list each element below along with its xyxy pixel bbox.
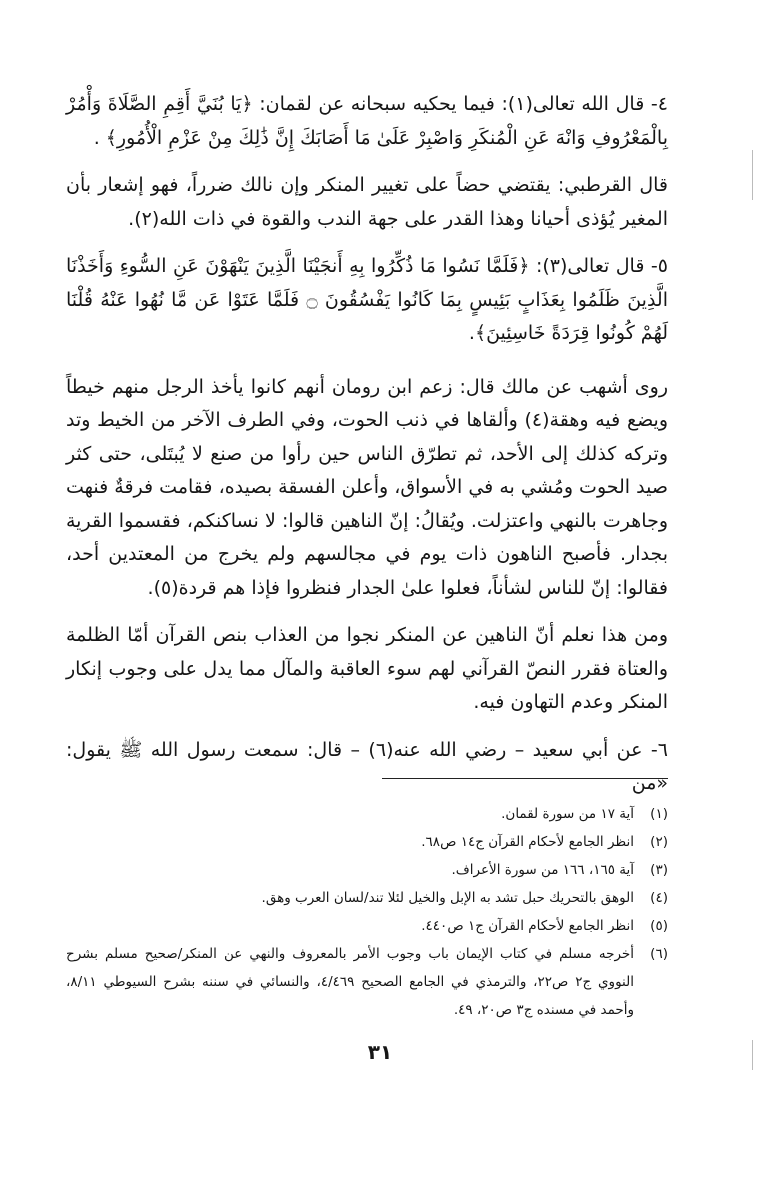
- footnote-4: [66, 884, 668, 912]
- scan-edge-mark: [752, 1040, 753, 1070]
- page-number: ٣١: [367, 1040, 393, 1064]
- paragraph-ashhab-narration: روى أشهب عن مالك قال: زعم ابن رومان أنهم كانوا يأخذ الرجل منهم خيطاً ويضع فيه وهقة(٤) وألقاها في ذنب الحوت، وفي الطرف الآخر من الخيط وتد وتركه كذلك إلى الأحد، ثم تطرّق الناس حين رأوا من صنع لا يُبتَلى، حتى كثر صيد الحوت ومُشي به في الأسواق، وأعلن الفسقة بصيده، فقامت فرقةٌ فنهت وجاهرت بالنهي واعتزلت. ويُقالُ: إنّ الناهين قالوا: لا نساكنكم، فقسموا القرية بجدار. فأصبح الناهون ذات يوم في مجالسهم ولم يخرج من المعتدين أحد، فقالوا: إنّ للناس لشأناً، فعلوا علىٰ الجدار فنظروا فإذا هم قردة(٥).: [66, 375, 669, 599]
- footnote-number: (٣): [650, 862, 668, 878]
- footnote-text: انظر الجامع لأحكام القرآن ج١٤ ص٦٨.: [421, 834, 634, 850]
- footnote-5: [66, 912, 668, 940]
- footnote-text: انظر الجامع لأحكام القرآن ج١ ص٤٤٠.: [421, 918, 634, 934]
- footnotes: [66, 800, 668, 1024]
- footnote-2: [66, 828, 668, 856]
- footnote-number: (٢): [650, 834, 668, 850]
- scan-edge-mark: [752, 150, 753, 200]
- footnote-text: أخرجه مسلم في كتاب الإيمان باب وجوب الأمر بالمعروف والنهي عن المنكر/صحيح مسلم بشرح النووي ج٢ ص٢٢، والترمذي في الجامع الصحيح ٤/٤٦٩، والنسائي في سننه بشرح السيوطي ٨/١١، وأحمد في مسنده ج٣ ص٢٠، ٤٩.: [66, 946, 634, 1018]
- footnote-6: [66, 940, 668, 1024]
- footnote-text: الوهق بالتحريك حبل تشد به الإبل والخيل لئلا تند/لسان العرب وهق.: [261, 890, 634, 906]
- footnote-text: آية ١٦٥، ١٦٦ من سورة الأعراف.: [451, 862, 634, 878]
- footnote-number: (٦): [650, 946, 668, 962]
- footnote-3: [66, 856, 668, 884]
- footnote-divider: [382, 778, 668, 779]
- paragraph-hadith-abu-said: ٦- عن أبي سعيد – رضي الله عنه(٦) – قال: سمعت رسول الله ﷺ يقول: «من: [66, 738, 668, 794]
- paragraph-conclusion: ومن هذا نعلم أنّ الناهين عن المنكر نجوا من العذاب بنص القرآن أمّا الظلمة والعتاة فقرر النصّ القرآني لهم سوء العاقبة والمآل مما يدل على وجوب إنكار المنكر وعدم التهاون فيه.: [66, 624, 668, 713]
- paragraph-verse-araf: ٥- قال تعالى(٣): ﴿فَلَمَّا نَسُوا مَا ذُكِّرُوا بِهِ أَنجَيْنَا الَّذِينَ يَنْهَوْنَ عَنِ السُّوءِ وَأَخَذْنَا الَّذِينَ ظَلَمُوا بِعَذَابٍ بَئِيسٍ بِمَا كَانُوا يَفْسُقُونَ ۝ فَلَمَّا عَتَوْا عَن مَّا نُهُوا عَنْهُ قُلْنَا لَهُمْ كُونُوا قِرَدَةً خَاسِئِينَ﴾.: [66, 255, 668, 344]
- footnote-1: [66, 800, 668, 828]
- paragraph-qurtubi: قال القرطبي: يقتضي حضاً على تغيير المنكر وإن نالك ضرراً، فهو إشعار بأن المغير يُؤذى أحيانا وهذا القدر على جهة الندب والقوة في ذات الله(٢).: [66, 174, 668, 230]
- footnote-number: (١): [650, 806, 668, 822]
- paragraph-verse-luqman: ٤- قال الله تعالى(١): فيما يحكيه سبحانه عن لقمان: ﴿يَا بُنَيَّ أَقِمِ الصَّلَاةَ وَأْمُرْ بِالْمَعْرُوفِ وَانْهَ عَنِ الْمُنكَرِ وَاصْبِرْ عَلَىٰ مَا أَصَابَكَ إِنَّ ذَٰلِكَ مِنْ عَزْمِ الْأُمُورِ﴾ .: [66, 93, 668, 149]
- footnote-number: (٤): [650, 890, 668, 906]
- footnote-text: آية ١٧ من سورة لقمان.: [501, 806, 634, 822]
- footnote-number: (٥): [650, 918, 668, 934]
